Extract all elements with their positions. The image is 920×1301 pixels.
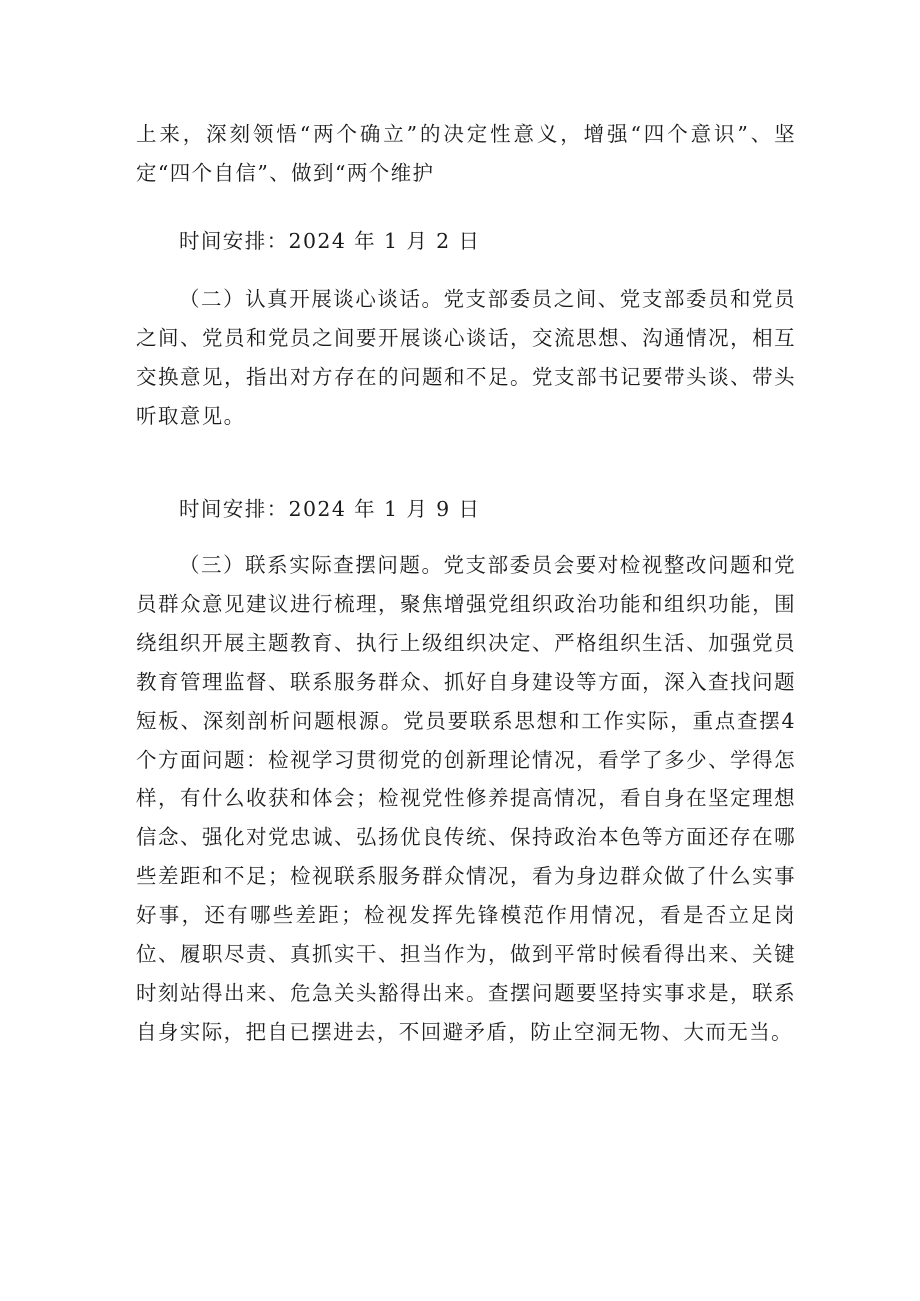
schedule-line-1: 时间安排：2024 年 1 月 2 日 xyxy=(179,229,481,253)
paragraph-continuation: 上来，深刻领悟“两个确立”的决定性意义，增强“四个意识”、坚定“四个自信”、做到“两个维护 xyxy=(136,122,796,185)
schedule-line-2: 时间安排：2024 年 1 月 9 日 xyxy=(179,497,481,521)
paragraph-heart-to-heart-talk: （二）认真开展谈心谈话。党支部委员之间、党支部委员和党员之间、党员和党员之间要开展谈心谈话，交流思想、沟通情况，相互交换意见，指出对方存在的问题和不足。党支部书记要带头谈、带头听取意见。 xyxy=(136,287,796,428)
paragraph-check-problems: （三）联系实际查摆问题。党支部委员会要对检视整改问题和党员群众意见建议进行梳理，聚焦增强党组织政治功能和组织功能，围绕组织开展主题教育、执行上级组织决定、严格组织生活、加强党员教育管理监督、联系服务群众、抓好自身建设等方面，深入查找问题短板、深刻剖析问题根源。党员要联系思想和工作实际，重点查摆4个方面问题：检视学习贯彻党的创新理论情况，看学了多少、学得怎样，有什么收获和体会；检视党性修养提高情况，看自身在坚定理想信念、强化对党忠诚、弘扬优良传统、保持政治本色等方面还存在哪些差距和不足；检视联系服务群众情况，看为身边群众做了什么实事好事，还有哪些差距；检视发挥先锋模范作用情况，看是否立足岗位、履职尽责、真抓实干、担当作为，做到平常时候看得出来、关键时刻站得出来、危急关头豁得出来。查摆问题要坚持实事求是，联系自身实际，把自已摆进去，不回避矛盾，防止空洞无物、大而无当。 xyxy=(136,553,796,1044)
